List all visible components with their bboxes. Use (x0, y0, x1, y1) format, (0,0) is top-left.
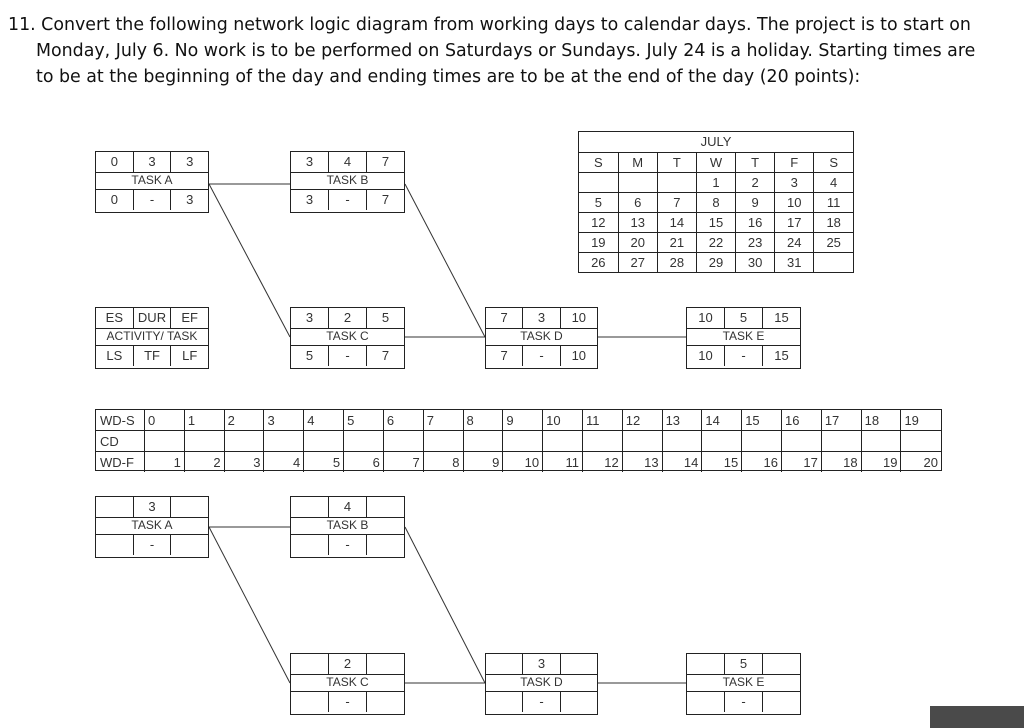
wd-finish-cell: 10 (503, 452, 543, 473)
task-b-blank-lf (366, 535, 404, 555)
task-a-lf: 3 (170, 190, 208, 210)
task-e-blank-name: TASK E (722, 675, 765, 689)
cd-cell (543, 431, 583, 452)
task-d-ls: 7 (500, 348, 508, 363)
task-d-blank-name: TASK D (520, 675, 563, 689)
calendar-day: 3 (775, 173, 814, 193)
calendar-week-row (579, 173, 853, 193)
node-task-c-blank (290, 653, 405, 715)
question-line-1: 11. Convert the following network logic diagram from working days to calendar days. The project is to start on (8, 15, 971, 35)
task-b-dur: 4 (328, 152, 366, 172)
cd-cell (662, 431, 702, 452)
wd-finish-cell: 14 (662, 452, 702, 473)
task-a-blank-name: TASK A (131, 518, 173, 532)
calendar-day: 5 (579, 193, 618, 213)
calendar-header-cell: T (657, 153, 696, 173)
legend-dur: DUR (133, 308, 171, 328)
wd-start-cell: 3 (264, 410, 304, 431)
wd-start-cell: 2 (224, 410, 264, 431)
calendar-day (618, 173, 657, 193)
link-b-d (405, 184, 485, 337)
cd-cell (145, 431, 185, 452)
wd-finish-cell: 5 (304, 452, 344, 473)
wd-start-cell: 0 (145, 410, 185, 431)
cd-label: CD (96, 431, 145, 452)
wd-start-cell: 15 (742, 410, 782, 431)
node-task-c (290, 307, 405, 369)
task-c-blank-finish (366, 654, 404, 674)
wd-finish-cell: 8 (423, 452, 463, 473)
calendar-day (657, 173, 696, 193)
task-c-blank-tf: - (328, 692, 366, 712)
node-legend (95, 307, 209, 369)
task-c-ef: 5 (366, 308, 404, 328)
task-e-blank-lf (762, 692, 800, 712)
task-a-blank-dur: 3 (133, 497, 171, 517)
legend-name: ACTIVITY/ TASK (106, 329, 198, 343)
task-a-blank-finish (170, 497, 208, 517)
node-task-b-blank (290, 496, 405, 558)
task-b-name: TASK B (326, 173, 369, 187)
calendar-day: 15 (696, 213, 735, 233)
wd-start-cell: 9 (503, 410, 543, 431)
task-a-tf: - (133, 190, 171, 210)
task-c-lf: 7 (366, 346, 404, 366)
task-d-lf: 10 (560, 346, 597, 366)
calendar-day: 24 (775, 233, 814, 253)
calendar-day: 23 (736, 233, 775, 253)
day-conversion-table (96, 410, 941, 472)
legend-es: ES (105, 310, 123, 325)
calendar-table (579, 153, 853, 272)
wd-finish-cell: 1 (145, 452, 185, 473)
link-a-c (209, 184, 290, 337)
question-line-2: Monday, July 6. No work is to be performed on Saturdays or Sundays. July 24 is a holiday. Starting times are (36, 41, 976, 61)
task-e-blank-start (687, 654, 724, 674)
task-c-blank-start (291, 654, 328, 674)
calendar-day: 14 (657, 213, 696, 233)
task-e-es: 10 (698, 310, 713, 325)
calendar-day: 7 (657, 193, 696, 213)
calendar-week-row (579, 253, 853, 273)
task-e-blank-finish (762, 654, 800, 674)
cd-cell (344, 431, 384, 452)
task-c-name: TASK C (326, 329, 369, 343)
calendar-day (814, 253, 853, 273)
wd-finish-cell: 13 (622, 452, 662, 473)
task-a-ef: 3 (170, 152, 208, 172)
task-e-blank-dur: 5 (724, 654, 762, 674)
calendar-day: 20 (618, 233, 657, 253)
calendar-week-row (579, 213, 853, 233)
wd-finish-cell: 19 (861, 452, 901, 473)
task-c-blank-name: TASK C (326, 675, 369, 689)
node-task-d (485, 307, 598, 369)
task-e-blank-tf: - (724, 692, 762, 712)
calendar-day: 16 (736, 213, 775, 233)
task-e-dur: 5 (724, 308, 762, 328)
wd-start-row (96, 410, 941, 431)
task-b-blank-finish (366, 497, 404, 517)
cd-cell (224, 431, 264, 452)
cd-cell (782, 431, 822, 452)
link-b-d-bottom (405, 527, 485, 683)
node-task-e-blank (686, 653, 801, 715)
wd-start-cell: 14 (702, 410, 742, 431)
calendar-day: 19 (579, 233, 618, 253)
calendar-day: 28 (657, 253, 696, 273)
task-c-dur: 2 (328, 308, 366, 328)
task-e-ef: 15 (762, 308, 800, 328)
calendar-day: 1 (696, 173, 735, 193)
calendar-day: 21 (657, 233, 696, 253)
task-b-blank-ls (291, 535, 328, 555)
wd-finish-cell: 17 (782, 452, 822, 473)
task-d-name: TASK D (520, 329, 563, 343)
wd-finish-cell: 3 (224, 452, 264, 473)
cd-cell (901, 431, 941, 452)
calendar-day: 26 (579, 253, 618, 273)
calendar-day: 10 (775, 193, 814, 213)
wd-start-label: WD-S (96, 410, 145, 431)
corner-block (930, 706, 1024, 728)
task-a-blank-lf (170, 535, 208, 555)
wd-start-cell: 12 (622, 410, 662, 431)
calendar-day: 17 (775, 213, 814, 233)
cd-cell (702, 431, 742, 452)
task-b-ls: 3 (305, 192, 314, 207)
cd-cell (383, 431, 423, 452)
wd-finish-cell: 18 (821, 452, 861, 473)
task-c-blank-dur: 2 (328, 654, 366, 674)
wd-start-cell: 16 (782, 410, 822, 431)
calendar-day: 4 (814, 173, 853, 193)
task-b-blank-dur: 4 (328, 497, 366, 517)
wd-start-cell: 18 (861, 410, 901, 431)
calendar-day: 29 (696, 253, 735, 273)
calendar-day: 13 (618, 213, 657, 233)
task-d-blank-finish (560, 654, 597, 674)
wd-finish-cell: 15 (702, 452, 742, 473)
task-b-blank-name: TASK B (326, 518, 369, 532)
wd-finish-cell: 2 (184, 452, 224, 473)
task-d-ef: 10 (560, 308, 597, 328)
cd-cell (304, 431, 344, 452)
cd-cell (423, 431, 463, 452)
calendar-header-row (579, 153, 853, 173)
task-a-dur: 3 (133, 152, 171, 172)
task-b-blank-tf: - (328, 535, 366, 555)
wd-start-cell: 6 (383, 410, 423, 431)
wd-finish-cell: 11 (543, 452, 583, 473)
task-d-blank-dur: 3 (522, 654, 559, 674)
wd-finish-row (96, 452, 941, 473)
node-task-d-blank (485, 653, 598, 715)
legend-lf: LF (170, 346, 208, 366)
cd-cell (463, 431, 503, 452)
wd-start-cell: 13 (662, 410, 702, 431)
task-d-dur: 3 (522, 308, 559, 328)
wd-finish-cell: 12 (582, 452, 622, 473)
task-d-blank-start (486, 654, 522, 674)
calendar-header-cell: W (696, 153, 735, 173)
calendar-day: 12 (579, 213, 618, 233)
calendar-day: 8 (696, 193, 735, 213)
task-d-blank-lf (560, 692, 597, 712)
cd-cell (582, 431, 622, 452)
cd-cell (622, 431, 662, 452)
calendar-week-row (579, 193, 853, 213)
legend-tf: TF (133, 346, 171, 366)
wd-start-cell: 11 (582, 410, 622, 431)
node-task-a-blank (95, 496, 209, 558)
wd-finish-cell: 20 (901, 452, 941, 473)
task-b-lf: 7 (366, 190, 404, 210)
task-a-name: TASK A (131, 173, 173, 187)
wd-finish-cell: 16 (742, 452, 782, 473)
task-c-tf: - (328, 346, 366, 366)
wd-start-cell: 19 (901, 410, 941, 431)
task-a-ls: 0 (110, 192, 118, 207)
calendar-day: 11 (814, 193, 853, 213)
calendar-day: 6 (618, 193, 657, 213)
task-c-blank-ls (291, 692, 328, 712)
wd-start-cell: 4 (304, 410, 344, 431)
link-a-c-bottom (209, 527, 290, 683)
wd-finish-cell: 4 (264, 452, 304, 473)
task-e-ls: 10 (698, 348, 713, 363)
legend-ls: LS (106, 348, 123, 363)
task-a-blank-start (96, 497, 133, 517)
cd-cell (821, 431, 861, 452)
task-c-ls: 5 (305, 348, 314, 363)
task-b-tf: - (328, 190, 366, 210)
calendar-day: 27 (618, 253, 657, 273)
node-task-b (290, 151, 405, 213)
node-task-a (95, 151, 209, 213)
cd-cell (742, 431, 782, 452)
day-conversion-grid (95, 409, 942, 471)
calendar-header-cell: M (618, 153, 657, 173)
calendar-day: 18 (814, 213, 853, 233)
july-calendar (578, 131, 854, 273)
wd-finish-cell: 9 (463, 452, 503, 473)
calendar-header-cell: S (814, 153, 853, 173)
calendar-day: 30 (736, 253, 775, 273)
legend-ef: EF (170, 308, 208, 328)
wd-start-cell: 17 (821, 410, 861, 431)
node-task-e (686, 307, 801, 369)
calendar-day: 2 (736, 173, 775, 193)
calendar-day: 9 (736, 193, 775, 213)
cd-cell (184, 431, 224, 452)
cd-cell (503, 431, 543, 452)
calendar-week-row (579, 233, 853, 253)
calendar-header-cell: T (736, 153, 775, 173)
task-d-blank-ls (486, 692, 522, 712)
wd-start-cell: 8 (463, 410, 503, 431)
task-d-tf: - (522, 346, 559, 366)
task-c-es: 3 (305, 310, 314, 325)
task-e-tf: - (724, 346, 762, 366)
task-a-blank-tf: - (133, 535, 171, 555)
wd-finish-cell: 7 (383, 452, 423, 473)
question-line-3: to be at the beginning of the day and ending times are to be at the end of the day (20 points): (36, 67, 861, 87)
task-d-es: 7 (500, 310, 508, 325)
calendar-day (579, 173, 618, 193)
calendar-day: 25 (814, 233, 853, 253)
wd-finish-cell: 6 (344, 452, 384, 473)
task-e-name: TASK E (722, 329, 765, 343)
task-e-lf: 15 (762, 346, 800, 366)
wd-start-cell: 1 (184, 410, 224, 431)
task-a-es: 0 (110, 154, 118, 169)
task-b-es: 3 (305, 154, 314, 169)
task-d-blank-tf: - (522, 692, 559, 712)
task-e-blank-ls (687, 692, 724, 712)
calendar-day: 31 (775, 253, 814, 273)
task-b-blank-start (291, 497, 328, 517)
calendar-day: 22 (696, 233, 735, 253)
cd-cell (861, 431, 901, 452)
wd-start-cell: 5 (344, 410, 384, 431)
wd-start-cell: 10 (543, 410, 583, 431)
task-b-ef: 7 (366, 152, 404, 172)
calendar-header-cell: S (579, 153, 618, 173)
wd-finish-label: WD-F (96, 452, 145, 473)
cd-row (96, 431, 941, 452)
cd-cell (264, 431, 304, 452)
wd-start-cell: 7 (423, 410, 463, 431)
calendar-title: JULY (579, 132, 853, 153)
task-a-blank-ls (96, 535, 133, 555)
task-c-blank-lf (366, 692, 404, 712)
calendar-header-cell: F (775, 153, 814, 173)
